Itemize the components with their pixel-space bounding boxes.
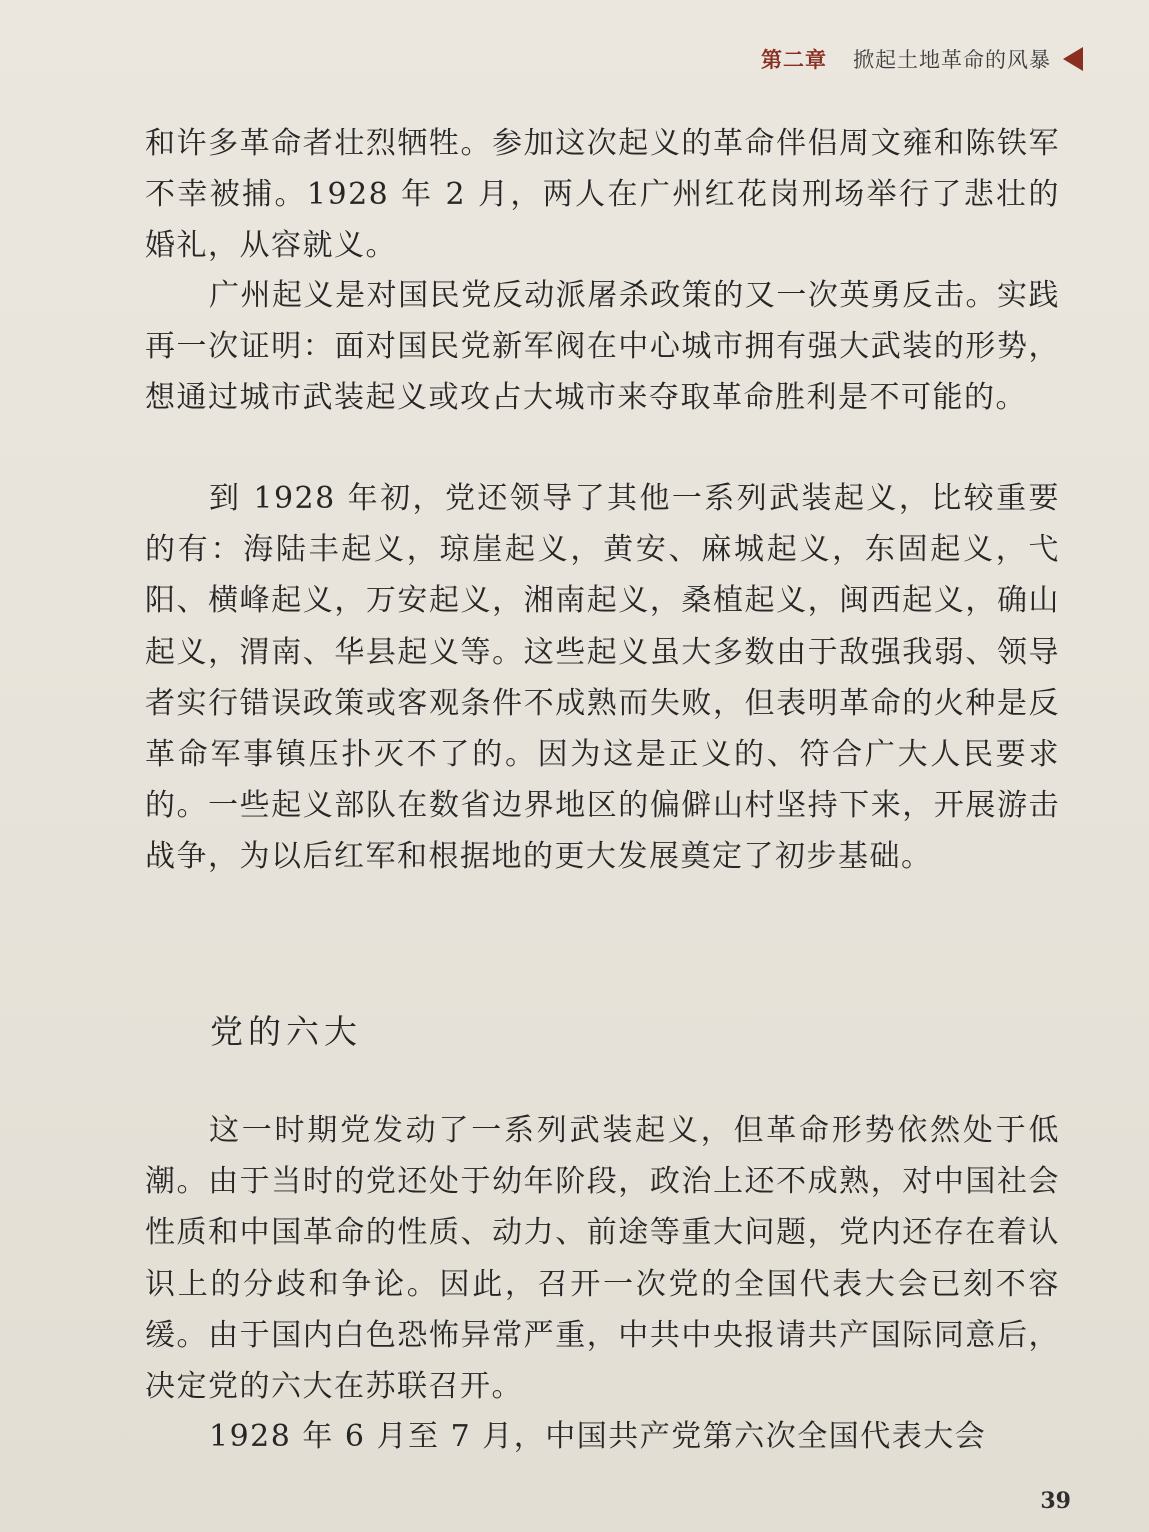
triangle-marker-icon: [1063, 47, 1083, 71]
running-header: [761, 44, 1083, 74]
paragraph-3: 到 1928 年初，党还领导了其他一系列武装起义，比较重要的有：海陆丰起义，琼崖起义，黄安、麻城起义，东固起义，弋阳、横峰起义，万安起义，湘南起义，桑植起义，闽西起义，确山起义，渭南、华县起义等。这些起义虽大多数由于敌强我弱、领导者实行错误政策或客观条件不成熟而失败，但表明革命的火种是反革命军事镇压扑灭不了的。因为这是正义的、符合广大人民要求的。一些起义部队在数省边界地区的偏僻山村坚持下来，开展游击战争，为以后红军和根据地的更大发展奠定了初步基础。: [145, 481, 1060, 875]
section-heading: 党的六大: [210, 1012, 362, 1051]
section-paragraph-2: 1928 年 6 月至 7 月，中国共产党第六次全国代表大会: [209, 1419, 987, 1454]
paragraph-1: 和许多革命者壮烈牺牲。参加这次起义的革命伴侣周文雍和陈铁军不幸被捕。1928 年 2 月，两人在广州红花岗刑场举行了悲壮的婚礼，从容就义。: [145, 126, 1060, 264]
chapter-label: 第二章: [761, 48, 827, 72]
paragraph-2: 广州起义是对国民党反动派屠杀政策的又一次英勇反击。实践再一次证明：面对国民党新军阀在中心城市拥有强大武装的形势，想通过城市武装起义或攻占大城市来夺取革命胜利是不可能的。: [145, 278, 1060, 416]
section-paragraph-1: 这一时期党发动了一系列武装起义，但革命形势依然处于低潮。由于当时的党还处于幼年阶段，政治上还不成熟，对中国社会性质和中国革命的性质、动力、前途等重大问题，党内还存在着认识上的分歧和争论。因此，召开一次党的全国代表大会已刻不容缓。由于国内白色恐怖异常严重，中共中央报请共产国际同意后，决定党的六大在苏联召开。: [145, 1113, 1060, 1405]
page-number: 39: [1040, 1488, 1071, 1514]
chapter-title: 掀起土地革命的风暴: [853, 48, 1051, 72]
